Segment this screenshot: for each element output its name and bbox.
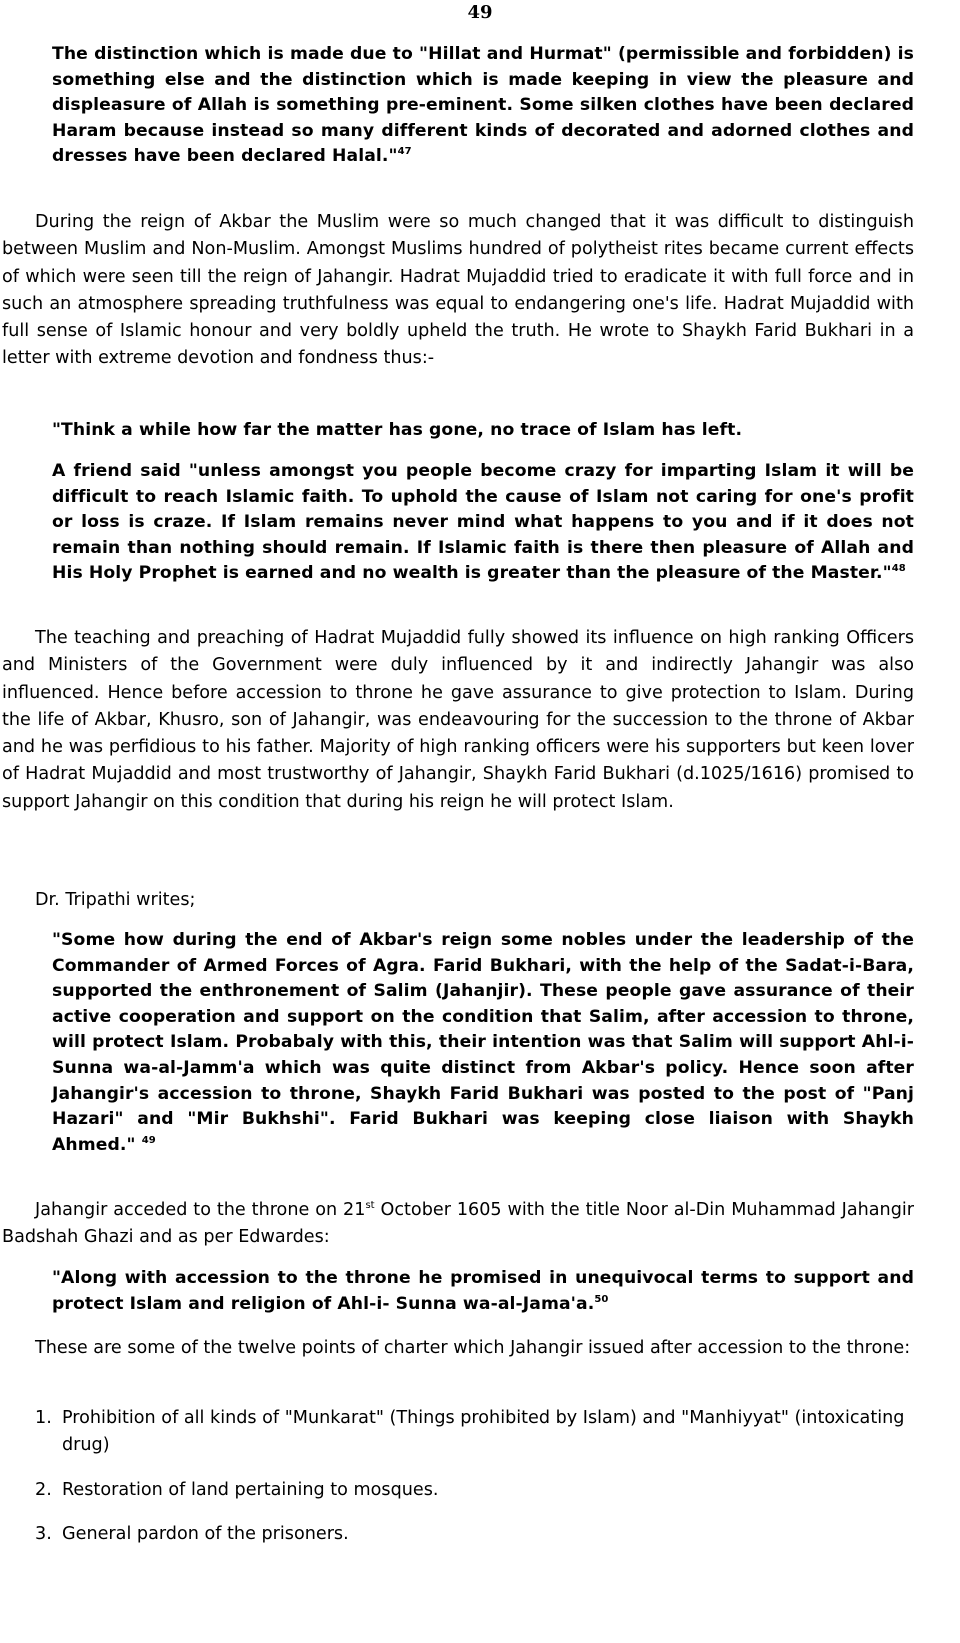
paragraph-text: These are some of the twelve points of charter which Jahangir issued after accession to the throne: bbox=[35, 1338, 911, 1358]
list-number: 1. bbox=[35, 1408, 52, 1428]
body-paragraph bbox=[2, 209, 914, 373]
footnote-ref: 48 bbox=[891, 563, 906, 575]
page-number: 49 bbox=[467, 2, 493, 23]
footnote-ref: 50 bbox=[594, 1293, 609, 1305]
body-paragraph bbox=[2, 1335, 914, 1362]
paragraph-text: During the reign of Akbar the Muslim were so much changed that it was difficult to distinguish between Muslim and Non-Muslim. Amongst Muslims hundred of polytheist rites became current effects of which were seen till the reign of Jahangir. Hadrat Mujaddid tried to eradicate it with full force and in such an atmosphere spreading truthfulness was equal to endangering one's life. Hadrat Mujaddid with full sense of Islamic honour and very boldly upheld the truth. He wrote to Shaykh Farid Bukhari in a letter with extreme devotion and fondness thus:- bbox=[2, 212, 914, 369]
ordinal-suffix: st bbox=[365, 1200, 375, 1211]
list-item bbox=[35, 1521, 915, 1548]
quote-block bbox=[52, 459, 914, 587]
footnote-ref: 47 bbox=[397, 146, 412, 158]
quote-text: "Along with accession to the throne he promised in unequivocal terms to support and protect Islam and religion of Ahl-i- Sunna wa-al-Jama'a. bbox=[52, 1268, 914, 1314]
list-number: 2. bbox=[35, 1480, 52, 1500]
list-text: Prohibition of all kinds of "Munkarat" (Things prohibited by Islam) and "Manhiyyat" (intoxicating drug) bbox=[62, 1408, 905, 1455]
quote-block bbox=[52, 928, 914, 1158]
quote-block bbox=[52, 418, 914, 444]
quote-text: "Think a while how far the matter has gone, no trace of Islam has left. bbox=[52, 420, 743, 440]
body-paragraph bbox=[2, 1197, 914, 1252]
list-text: General pardon of the prisoners. bbox=[62, 1524, 349, 1544]
body-paragraph bbox=[35, 887, 195, 914]
body-paragraph bbox=[2, 625, 914, 816]
paragraph-text: October 1605 with the title Noor al-Din Muhammad Jahangir Badshah Ghazi and as per Edwardes: bbox=[2, 1200, 915, 1248]
footnote-ref: 49 bbox=[141, 1134, 156, 1146]
quote-text: The distinction which is made due to "Hillat and Hurmat" (permissible and forbidden) is something else and the distinction which is made keeping in view the pleasure and displeasure of Allah is something pre-eminent. Some silken clothes have been declared Haram because instead so many different kinds of decorated and adorned clothes and dresses have been declared Halal." bbox=[52, 44, 914, 167]
paragraph-text: The teaching and preaching of Hadrat Mujaddid fully showed its influence on high ranking Officers and Ministers of the Government were duly influenced by it and indirectly Jahangir was also influenced. Hence before accession to throne he gave assurance to give protection to Islam. During the life of Akbar, Khusro, son of Jahangir, was endeavouring for the succession to the throne of Akbar and he was perfidious to his father. Majority of high ranking officers were his supporters but keen lover of Hadrat Mujaddid and most trustworthy of Jahangir, Shaykh Farid Bukhari (d.1025/1616) promised to support Jahangir on this condition that during his reign he will protect Islam. bbox=[2, 628, 914, 812]
list-item bbox=[35, 1405, 915, 1459]
list-text: Restoration of land pertaining to mosques. bbox=[62, 1480, 439, 1500]
quote-block bbox=[52, 1266, 914, 1317]
quote-block bbox=[52, 42, 914, 170]
list-item bbox=[35, 1477, 915, 1504]
quote-text: "Some how during the end of Akbar's reign some nobles under the leadership of the Commander of Armed Forces of Agra. Farid Bukhari, with the help of the Sadat-i-Bara, supported the enthronement of Salim (Jahanjir). These people gave assurance of their active cooperation and support on the condition that Salim, after accession to throne, will protect Islam. Probabaly with this, their intention was that Salim will support Ahl-i-Sunna wa-al-Jamm'a which was quite distinct from Akbar's policy. Hence soon after Jahangir's accession to throne, Shaykh Farid Bukhari was posted to the post of "Panj Hazari" and "Mir Bukhshi". Farid Bukhari was keeping close liaison with Shaykh Ahmed." bbox=[52, 930, 914, 1155]
list-number: 3. bbox=[35, 1524, 52, 1544]
paragraph-text: Jahangir acceded to the throne on 21 bbox=[35, 1200, 366, 1220]
quote-text: A friend said "unless amongst you people become crazy for imparting Islam it will be difficult to reach Islamic faith. To uphold the cause of Islam not caring for one's profit or loss is craze. If Islam remains never mind what happens to you and if it does not remain than nothing should remain. If Islamic faith is there then pleasure of Allah and His Holy Prophet is earned and no wealth is greater than the pleasure of the Master." bbox=[52, 461, 914, 584]
paragraph-text: Dr. Tripathi writes; bbox=[35, 890, 196, 910]
